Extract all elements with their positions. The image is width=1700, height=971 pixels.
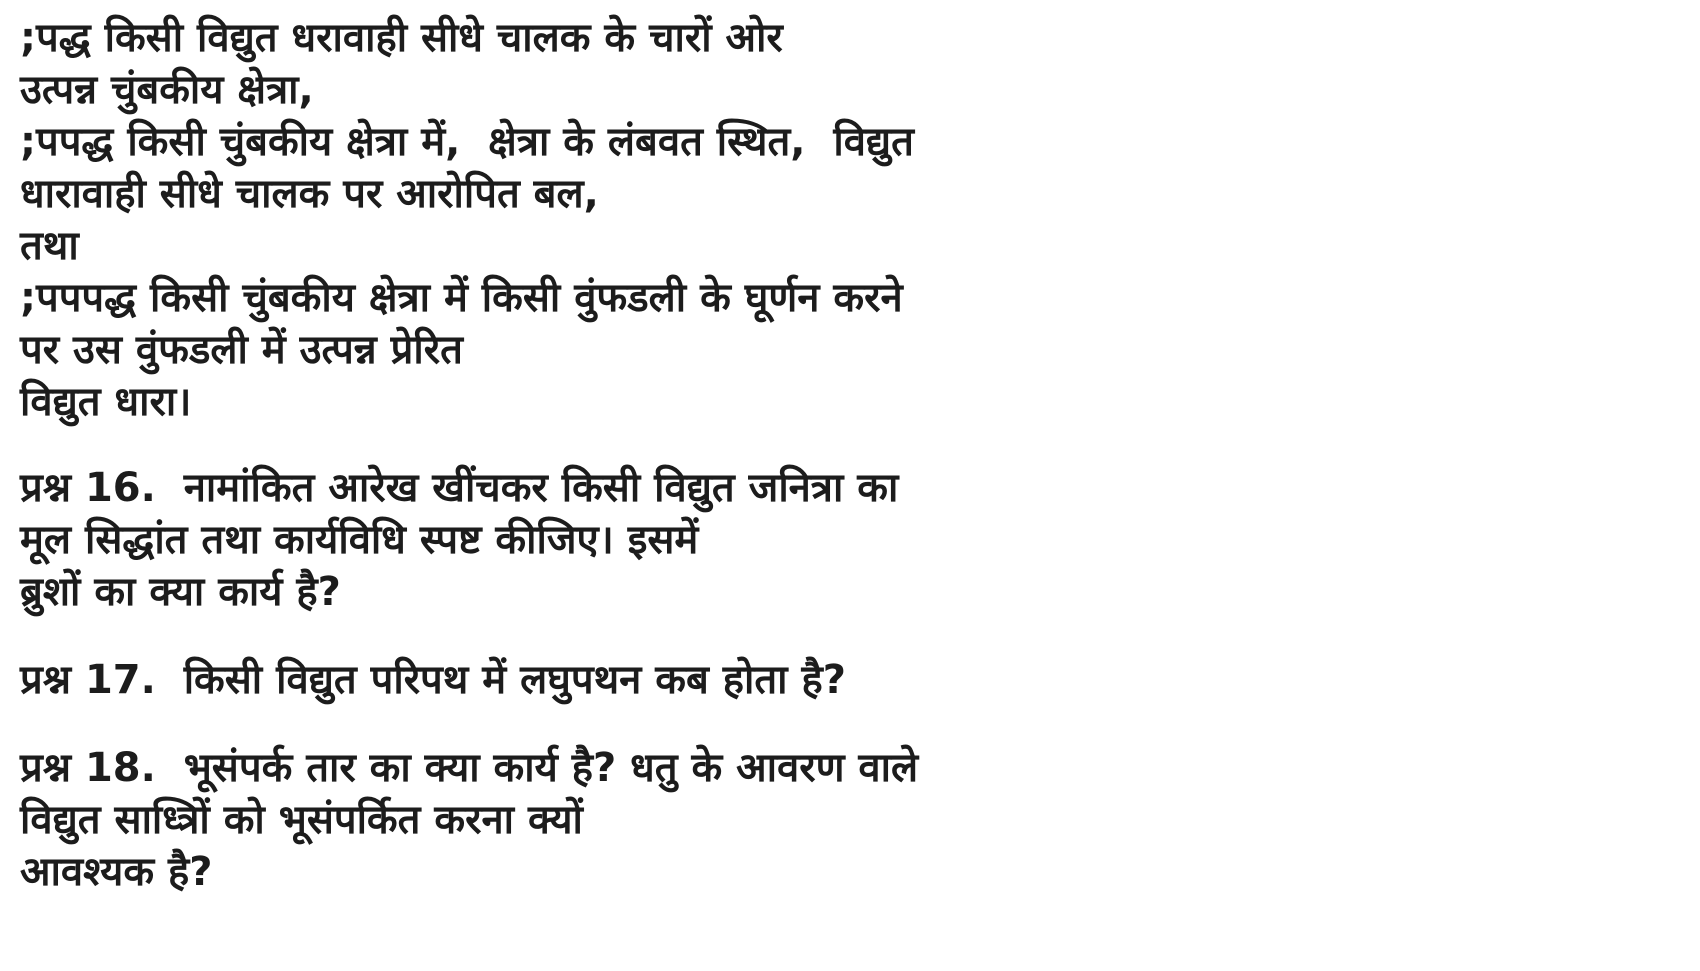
answer-line: उत्पन्न चुंबकीय क्षेत्रा,	[20, 67, 314, 113]
question-label: प्रश्न 17.	[20, 657, 156, 703]
question-16	[20, 462, 898, 618]
answer-line: ;पपपद्ध किसी चुंबकीय क्षेत्रा में किसी वुंफडली के घूर्णन करने	[20, 275, 903, 321]
answer-line: विद्युत धारा।	[20, 379, 192, 425]
question-17	[20, 654, 846, 706]
question-label: प्रश्न 18.	[20, 745, 156, 791]
question-label: प्रश्न 16.	[20, 465, 156, 511]
question-line: ब्रुशों का क्या कार्य है?	[20, 569, 341, 615]
question-line: मूल सिद्धांत तथा कार्यविधि स्पष्ट कीजिए। इसमें	[20, 517, 699, 563]
answer-line: धारावाही सीधे चालक पर आरोपित बल,	[20, 171, 599, 217]
question-text: भूसंपर्क तार का क्या कार्य है? धतु के आवरण वाले	[183, 745, 919, 791]
answer-line: ;पपद्ध किसी चुंबकीय क्षेत्रा में, क्षेत्रा के लंबवत स्थित, विद्युत	[20, 119, 914, 165]
question-line: आवश्यक है?	[20, 849, 213, 895]
question-first-line	[20, 654, 846, 706]
question-text: नामांकित आरेख खींचकर किसी विद्युत जनित्रा का	[183, 465, 899, 511]
answer-line: तथा	[20, 223, 79, 269]
answer-line: पर उस वुंफडली में उत्पन्न प्रेरित	[20, 327, 463, 373]
answer-line: ;पद्ध किसी विद्युत धरावाही सीधे चालक के चारों ओर	[20, 15, 783, 61]
question-line: विद्युत साध्त्रिों को भूसंपर्कित करना क्यों	[20, 797, 583, 843]
answer-block	[20, 12, 914, 428]
question-first-line	[20, 462, 898, 514]
question-text: किसी विद्युत परिपथ में लघुपथन कब होता है?	[183, 657, 846, 703]
question-first-line	[20, 742, 918, 794]
question-18	[20, 742, 918, 898]
